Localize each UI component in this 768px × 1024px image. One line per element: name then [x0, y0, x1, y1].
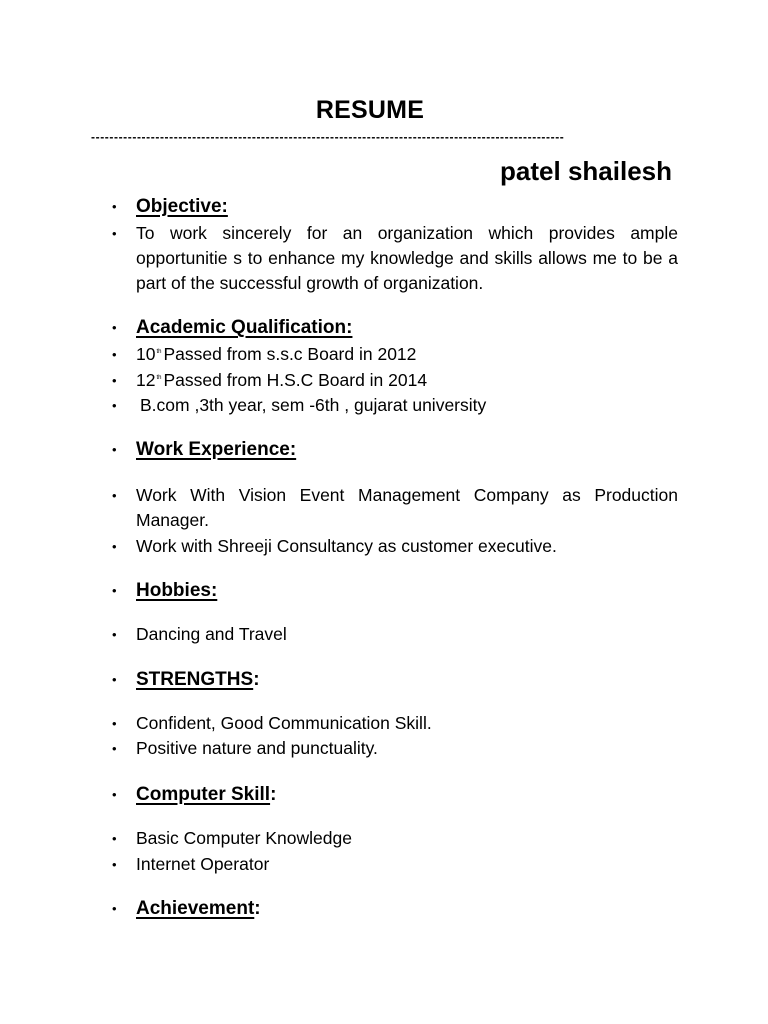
bullet: •	[112, 583, 117, 598]
bullet: •	[112, 901, 117, 916]
hobbies-item	[112, 622, 678, 647]
academic-heading-item	[112, 315, 678, 340]
bullet: •	[112, 488, 117, 503]
academic-item-number: 12	[136, 370, 156, 390]
bullet: •	[112, 226, 117, 241]
work-item	[112, 534, 678, 559]
bullet: •	[112, 373, 117, 388]
bullet: •	[112, 442, 117, 457]
strengths-item	[112, 736, 678, 761]
bullet: •	[112, 857, 117, 872]
heading-colon: :	[253, 669, 260, 690]
academic-heading: Academic Qualification:	[136, 317, 353, 338]
objective-heading-item	[112, 194, 678, 219]
objective-heading: Objective:	[136, 196, 228, 217]
heading-colon: :	[254, 898, 261, 919]
achievement-heading: Achievement	[136, 898, 255, 919]
bullet: •	[112, 347, 117, 362]
work-item-text: Work With Vision Event Management Company as Production Manager.	[136, 485, 678, 530]
computer-item-text: Internet Operator	[136, 854, 270, 874]
work-item-text: Work with Shreeji Consultancy as customer executive.	[136, 536, 557, 556]
candidate-name: patel shailesh	[500, 156, 672, 186]
bullet: •	[112, 320, 117, 335]
academic-item	[112, 368, 678, 393]
objective-text: To work sincerely for an organization which provides ample opportunitie s to enhance my knowledge and skills allows me to be a part of the successful growth of organization.	[136, 223, 678, 293]
achievement-heading-item	[112, 896, 678, 921]
bullet: •	[112, 672, 117, 687]
computer-item-text: Basic Computer Knowledge	[136, 828, 352, 848]
strengths-heading: STRENGTHS	[136, 669, 254, 690]
ordinal-suffix: th	[156, 375, 162, 381]
computer-heading-item	[112, 782, 678, 807]
academic-item	[112, 393, 678, 418]
computer-item	[112, 852, 678, 877]
hobbies-heading-item	[112, 578, 678, 603]
strengths-item-text: Confident, Good Communication Skill.	[136, 713, 432, 733]
strengths-heading-item	[112, 667, 678, 692]
bullet: •	[112, 787, 117, 802]
heading-colon: :	[270, 784, 277, 805]
work-heading: Work Experience:	[136, 439, 297, 460]
bullet: •	[112, 539, 117, 554]
strengths-item-text: Positive nature and punctuality.	[136, 738, 378, 758]
academic-item	[112, 342, 678, 367]
separator-line: -------------------------------------------------------------------------------------------------------	[91, 130, 565, 144]
ordinal-suffix: th	[156, 349, 162, 355]
academic-item-number: 10	[136, 344, 156, 364]
academic-item-text: Passed from H.S.C Board in 2014	[163, 370, 428, 390]
bullet: •	[112, 627, 117, 642]
bullet: •	[112, 741, 117, 756]
bullet: •	[112, 831, 117, 846]
academic-item-text: B.com ,3th year, sem -6th , gujarat university	[140, 395, 487, 415]
hobbies-item-text: Dancing and Travel	[136, 624, 287, 644]
computer-item	[112, 826, 678, 851]
work-heading-item	[112, 437, 678, 462]
hobbies-heading: Hobbies:	[136, 580, 218, 601]
bullet: •	[112, 398, 117, 413]
work-item	[112, 483, 678, 533]
computer-heading: Computer Skill	[136, 784, 271, 805]
strengths-item	[112, 711, 678, 736]
academic-item-text: Passed from s.s.c Board in 2012	[163, 344, 417, 364]
document-title: RESUME	[315, 96, 425, 124]
bullet: •	[112, 199, 117, 214]
objective-text-item	[112, 221, 678, 296]
bullet: •	[112, 716, 117, 731]
